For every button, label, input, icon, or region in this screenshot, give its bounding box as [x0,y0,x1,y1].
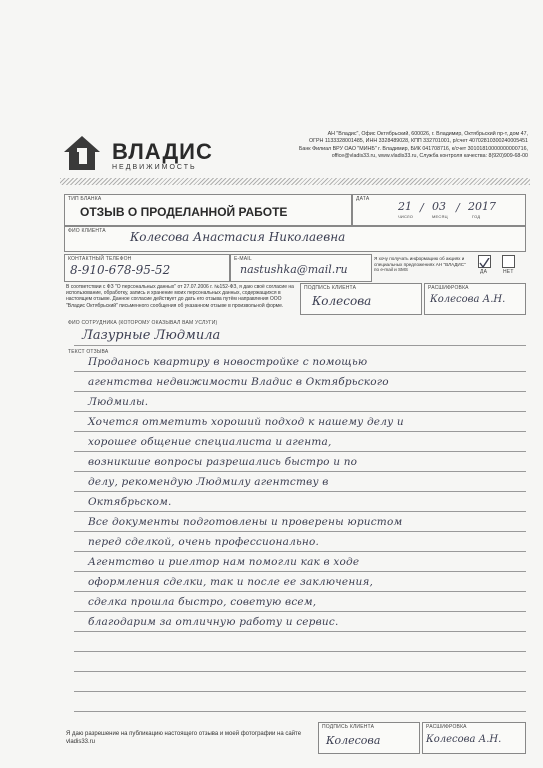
review-line[interactable]: Октябрьском. [88,496,172,508]
decode-label: РАСШИФРОВКА [428,285,469,291]
company-line: office@vladis33.ru, www.vladis33.ru, Служба контроля качества: 8(920)909-68-00 [331,152,528,159]
review-line[interactable]: Агентство и риелтор нам помогли как в ходе [88,556,360,568]
phone-value[interactable]: 8-910-678-95-52 [70,263,171,277]
employee-label: ФИО СОТРУДНИКА (КОТОРОМУ ОКАЗЫВАЛ ВАМ УСЛУГИ) [68,320,218,326]
review-line[interactable]: делу, рекомендую Людмилу агентству в [88,476,329,488]
logo-name: ВЛАДИС [112,139,213,164]
date-year[interactable]: 2017 [468,200,496,213]
review-line[interactable]: Все документы подготовлены и проверены юристом [88,516,403,528]
checkmark-icon [479,258,490,269]
decode-value[interactable]: Колесова А.Н. [430,294,506,305]
date-year-label: ГОД [472,214,481,219]
email-label: E-MAIL [234,256,252,262]
review-line[interactable]: благодарим за отличную работу и сервис. [88,616,339,628]
review-line[interactable]: перед сделкой, очень профессионально. [88,536,320,548]
publish-signature-label: ПОДПИСЬ КЛИЕНТА [322,724,375,730]
no-checkbox[interactable] [502,255,515,268]
no-label: НЕТ [503,269,514,275]
logo-subtitle: НЕДВИЖИМОСТЬ [112,164,197,171]
review-line[interactable]: Пpoданоcь квартиру в новостройке с помощью [88,356,368,368]
subscribe-text: Я хочу получать информацию об акциях и специальных предложениях АН "ВЛАДИС" по e-mail и SMS [374,256,466,273]
client-name-label: ФИО КЛИЕНТА [68,228,106,234]
employee-underline [74,345,526,346]
review-line[interactable]: агентства недвижимости Владис в Октябрьского [88,376,389,388]
review-line[interactable]: Людмилы. [88,396,149,408]
publish-decode-label: РАСШИФРОВКА [426,724,467,730]
form-type-label: ТИП БЛАНКА [68,196,102,202]
date-day[interactable]: 21 [398,200,412,213]
date-label: ДАТА [356,196,370,202]
yes-label: ДА [480,269,488,275]
company-details [232,131,528,160]
date-day-label: ЧИСЛО [398,214,414,219]
review-line[interactable]: хорошее общение специалиста и агента, [88,436,332,448]
employee-value[interactable]: Лазурные Людмила [82,328,221,343]
date-month[interactable]: 03 [432,200,446,213]
header-divider [60,178,530,185]
company-line: Банк Филиал ВРУ ОАО "МИНБ" г. Владимир, БИК 041708716, к/счет 30101810000000000716, [298,145,528,152]
house-logo-icon [62,134,102,172]
company-line: АН "Владис", Офис Октябрьский, 600026, г. Владимир, Октябрьский пр-т, дом 47, [327,131,528,137]
phone-label: КОНТАКТНЫЙ ТЕЛЕФОН [68,256,132,262]
publish-decode-value[interactable]: Колесова А.Н. [426,734,502,745]
review-text-label: ТЕКСТ ОТЗЫВА [68,349,109,355]
client-signature-label: ПОДПИСЬ КЛИЕНТА [304,285,357,291]
review-form-page: ВЛАДИС НЕДВИЖИМОСТЬ АН "Владис", Офис Октябрьский, 600026, г. Владимир, Октябрьский пр-т, дом 47, ОГРН 1133328001485, ИНН 3328489028, КПП 332701001, р/счет 40702810300240005451 Банк Филиал ВРУ ОАО "МИНБ" г. Владимир, БИК 041708716, к/счет 30101810000000000716, office@vladis33.ru, www.vladis33.ru, Служба контроля качества: 8(920)909-68-00 ТИП БЛАНКА ОТЗЫВ О ПРОДЕЛАННОЙ РАБОТЕ ДАТА 21 / 03 / 2017 ЧИСЛО МЕСЯЦ ГОД ФИО КЛИЕНТА Колесова Анастасия Николаевна КОНТАКТНЫЙ ТЕЛЕФОН 8-910-678-95-52 E-MAIL nastushka@mail.ru Я хочу получать информацию об акциях и специальных предложениях АН "ВЛАДИС" по e-mail и SMS ДА НЕТ В соответствии с ФЗ "О персональных данных" от 27.07.2006 г. №152-ФЗ, я даю своё согласие на использование, обработку, запись и хранение моих персональных данных, содержащихся в настоящем отзыве. Данное согласие действует до дать его отзыва путём направления ООО "Владис Октябрьский" письменного сообщения об указанном отзыве в произвольной форме. ПОДПИСЬ КЛИЕНТА Колесова РАСШИФРОВКА Колесова А.Н. ФИО СОТРУДНИКА (КОТОРОМУ ОКАЗЫВАЛ ВАМ УСЛУГИ) Лазурные Людмила ТЕКСТ ОТЗЫВА Пpoданоcь квартиру в новостройке с помощью агентства недвижимости Владис в Октябрьского Людмилы. Хочется отметить хороший подход к нашему делу и хорошее общение специалиста и агента, возникшие вопросы разрешались быстро и по делу, рекомендую Людмилу агентству в Октябрьском. Все документы подготовлены и проверены юристом перед сделкой, очень профессионально. Агентство и риелтор нам помогли как в ходе оформления сделки, так и после ее заключения, сделка прошла быстро, советую всем, благодарим за отличную работу и сервис. Я даю разрешение на публикацию настоящего отзыва и моей фотографии на сайте vladis33.ru ПОДПИСЬ КЛИЕНТА Колесова РАСШИФРОВКА Колесова А.Н. [0,0,543,768]
review-line[interactable]: сделка прошла быстро, советую всем, [88,596,317,608]
client-signature-value[interactable]: Колесова [312,294,372,308]
consent-text: В соответствии с ФЗ "О персональных данных" от 27.07.2006 г. №152-ФЗ, я даю своё согласие на использование, обработку, запись и хранение моих персональных данных, содержащихся в настоящем отзыве. Данное согласие действует до дать его отзыва путём направления ООО "Владис Октябрьский" письменного сообщения об указанном отзыве в произвольной форме. [66,284,294,309]
form-title: ОТЗЫВ О ПРОДЕЛАННОЙ РАБОТЕ [80,205,288,219]
review-line[interactable]: оформления сделки, так и после ее заключения, [88,576,374,588]
date-month-label: МЕСЯЦ [432,214,448,219]
publish-text: Я даю разрешение на публикацию настоящего отзыва и моей фотографии на сайте vladis33.ru [66,731,302,745]
client-name-value[interactable]: Колесова Анастасия Николаевна [130,230,346,244]
review-line[interactable]: возникшие вопросы разрешались быстро и по [88,456,358,468]
email-value[interactable]: nastushka@mail.ru [240,263,348,276]
yes-checkbox[interactable] [478,255,491,268]
review-line[interactable]: Хочется отметить хороший подход к нашему делу и [88,416,404,428]
company-line: ОГРН 1133328001485, ИНН 3328489028, КПП 332701001, р/счет 40702810300240005451 [309,138,528,145]
publish-signature-value[interactable]: Колесова [326,734,381,747]
